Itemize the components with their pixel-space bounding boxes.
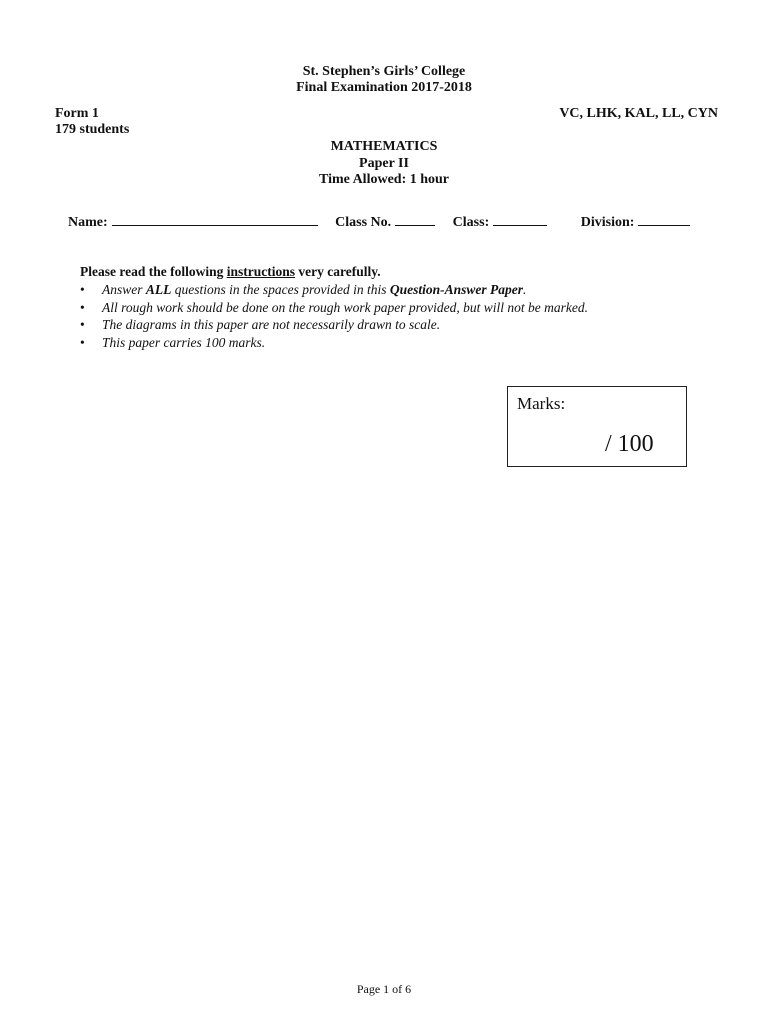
paper-number: Paper II	[359, 155, 409, 171]
student-fields	[68, 213, 690, 232]
student-count: 179 students	[55, 122, 130, 137]
list-item	[80, 316, 588, 334]
item1-d: Question-Answer Paper	[389, 282, 524, 297]
instructions-title-suffix: very carefully.	[295, 264, 381, 279]
item1-e: .	[523, 282, 527, 297]
item4-text: This paper carries 100 marks.	[102, 334, 266, 350]
item1-c: questions in the spaces provided in this	[171, 282, 390, 297]
bullet-icon: •	[80, 334, 85, 350]
bullet-icon: •	[80, 299, 85, 315]
classno-label: Class No.	[335, 215, 392, 230]
teacher-initials: VC, LHK, KAL, LL, CYN	[559, 106, 718, 121]
class-label: Class:	[452, 215, 490, 230]
list-item	[80, 334, 588, 352]
item3-text: The diagrams in this paper are not necessarily drawn to scale.	[102, 317, 441, 332]
school-name: St. Stephen’s Girls’ College	[302, 64, 466, 79]
item1-b: ALL	[145, 282, 172, 297]
exam-title: Final Examination 2017-2018	[296, 80, 472, 95]
marks-total: / 100	[605, 431, 654, 457]
page-number: Page 1 of 6	[356, 982, 412, 996]
marks-label: Marks:	[517, 394, 566, 413]
list-item	[80, 299, 588, 317]
division-field[interactable]	[638, 213, 690, 226]
instructions-list	[80, 281, 588, 351]
name-field[interactable]	[112, 213, 318, 226]
instructions-title-prefix: Please read the following	[80, 264, 227, 279]
bullet-icon: •	[80, 317, 85, 332]
bullet-icon: •	[80, 282, 85, 297]
item1-a: Answer	[102, 282, 146, 297]
classno-field[interactable]	[395, 213, 435, 226]
instructions-title	[80, 263, 381, 280]
school-header	[0, 64, 768, 96]
item2-text: All rough work should be done on the rough work paper provided, but will not be marked.	[102, 299, 588, 315]
form-info	[55, 106, 129, 138]
marks-box	[507, 386, 687, 467]
list-item	[80, 281, 588, 299]
subject-block	[0, 139, 768, 189]
instructions-title-emph: instructions	[226, 264, 295, 279]
name-label: Name:	[68, 215, 108, 230]
form-level: Form 1	[55, 106, 99, 121]
subject-title: MATHEMATICS	[330, 139, 438, 154]
time-allowed: Time Allowed: 1 hour	[318, 172, 450, 187]
division-label: Division:	[580, 215, 635, 230]
class-field[interactable]	[493, 213, 547, 226]
